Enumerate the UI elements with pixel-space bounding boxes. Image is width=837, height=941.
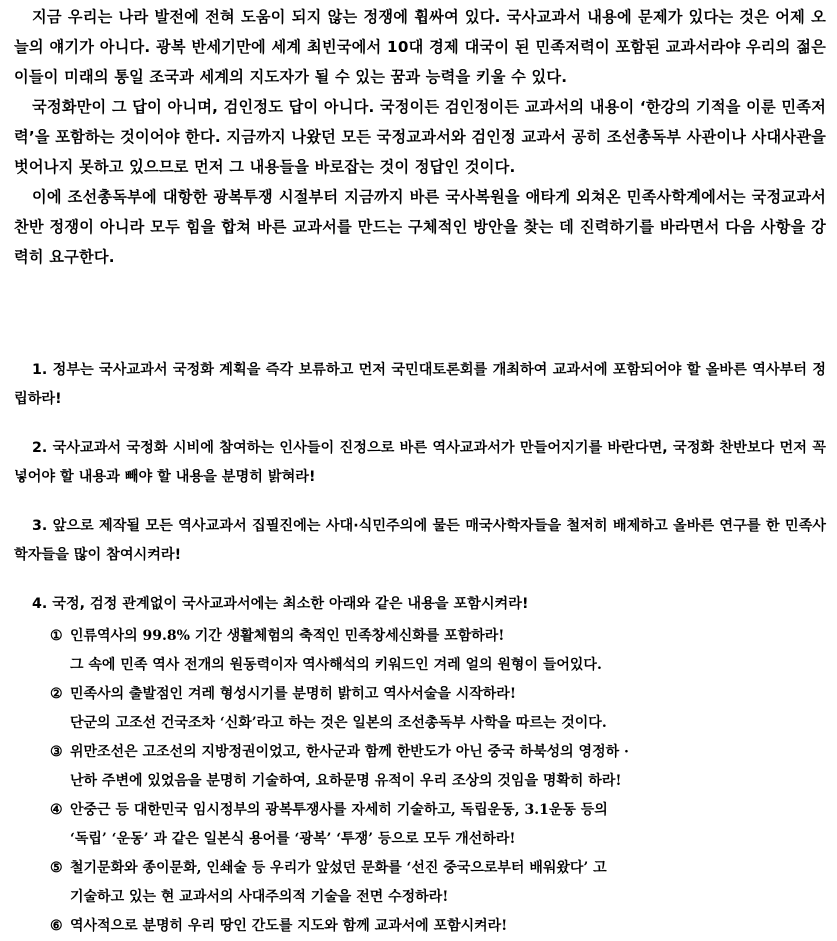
sub-item-2-line-1: 민족사의 출발점인 겨레 형성시기를 분명히 밝히고 역사서술을 시작하라! [70,686,516,702]
sub-item-3 [50,738,826,796]
circled-number-4: ④ [50,802,63,818]
circled-number-3: ③ [50,744,63,760]
demand-item-4: 4. 국정, 검정 관계없이 국사교과서에는 최소한 아래와 같은 내용을 포함시켜라! [32,596,529,612]
sub-item-5-line-1: 철기문화와 종이문화, 인쇄술 등 우리가 앞섰던 문화를 ‘선진 중국으로부터 배워왔다’ 고 [70,860,607,876]
demand-item-1: 1. 정부는 국사교과서 국정화 계획을 즉각 보류하고 먼저 국민대토론회를 개최하여 교과서에 포함되어야 할 올바른 역사부터 정립하라! [14,362,826,407]
sub-item-2-line-2: 단군의 고조선 건국조차 ‘신화’라고 하는 것은 일본의 조선총독부 사학을 따르는 것이다. [70,715,607,731]
sub-items-list [50,622,826,941]
sub-item-1-line-1: 인류역사의 99.8% 기간 생활체험의 축적인 민족창세신화를 포함하라! [70,628,505,644]
sub-item-6-line-1: 역사적으로 분명히 우리 땅인 간도를 지도와 함께 교과서에 포함시켜라! [70,918,508,934]
sub-item-5 [50,854,826,912]
sub-item-4-line-1: 안중근 등 대한민국 임시정부의 광복투쟁사를 자세히 기술하고, 독립운동, 3.1운동 등의 [70,802,608,818]
sub-item-6 [50,912,826,941]
sub-item-5-line-2: 기술하고 있는 현 교과서의 사대주의적 기술을 전면 수정하라! [70,889,449,905]
sub-item-1-line-2: 그 속에 민족 역사 전개의 원동력이자 역사해석의 키워드인 겨레 얼의 원형이 들어있다. [70,657,602,673]
sub-item-3-line-2: 난하 주변에 있었음을 분명히 기술하여, 요하문명 유적이 우리 조상의 것임을 명확히 하라! [70,773,622,789]
intro-paragraph-3: 이에 조선총독부에 대항한 광복투쟁 시절부터 지금까지 바른 국사복원을 애타게 외쳐온 민족사학계에서는 국정교과서 찬반 정쟁이 아니라 모두 힘을 합쳐 바른 교과서를 만드는 구체적인 방안을 찾는 데 진력하기를 바라면서 다음 사항을 강력히 요구한다. [14,188,827,266]
sub-item-1 [50,622,826,680]
circled-number-2: ② [50,686,63,702]
sub-item-4-line-2: ‘독립’ ‘운동’ 과 같은 일본식 용어를 ‘광복’ ‘투쟁’ 등으로 모두 개선하라! [70,831,516,847]
intro-paragraph-2: 국정화만이 그 답이 아니며, 검인정도 답이 아니다. 국정이든 검인정이든 교과서의 내용이 ‘한강의 기적을 이룬 민족저력’을 포함하는 것이어야 한다. 지금까지 나왔던 모든 국정교과서와 검인정 교과서 공히 조선총독부 사관이나 사대사관을 벗어나지 못하고 있으므로 먼저 그 내용들을 바로잡는 것이 정답인 것이다. [14,98,826,176]
demand-item-2: 2. 국사교과서 국정화 시비에 참여하는 인사들이 진정으로 바른 역사교과서가 만들어지기를 바란다면, 국정화 찬반보다 먼저 꼭 넣어야 할 내용과 빼야 할 내용을 분명히 밝혀라! [14,440,826,485]
demand-item-3: 3. 앞으로 제작될 모든 역사교과서 집필진에는 사대·식민주의에 물든 매국사학자들을 철저히 배제하고 올바른 연구를 한 민족사학자들을 많이 참여시켜라! [14,518,826,563]
sub-item-3-line-1: 위만조선은 고조선의 지방정권이었고, 한사군과 함께 한반도가 아닌 중국 하북성의 영정하 · [70,744,629,760]
circled-number-6: ⑥ [50,918,63,934]
intro-paragraph-1: 지금 우리는 나라 발전에 전혀 도움이 되지 않는 정쟁에 휩싸여 있다. 국사교과서 내용에 문제가 있다는 것은 어제 오늘의 얘기가 아니다. 광복 반세기만에 세계 최빈국에서 10대 경제 대국이 된 민족저력이 포함된 교과서라야 우리의 젊은이들이 미래의 통일 조국과 세계의 지도자가 될 수 있는 꿈과 능력을 키울 수 있다. [14,8,826,86]
intro-section [14,2,826,272]
sub-item-4 [50,796,826,854]
sub-item-2 [50,680,826,738]
demands-list [14,356,826,619]
circled-number-5: ⑤ [50,860,63,876]
circled-number-1: ① [50,628,63,644]
